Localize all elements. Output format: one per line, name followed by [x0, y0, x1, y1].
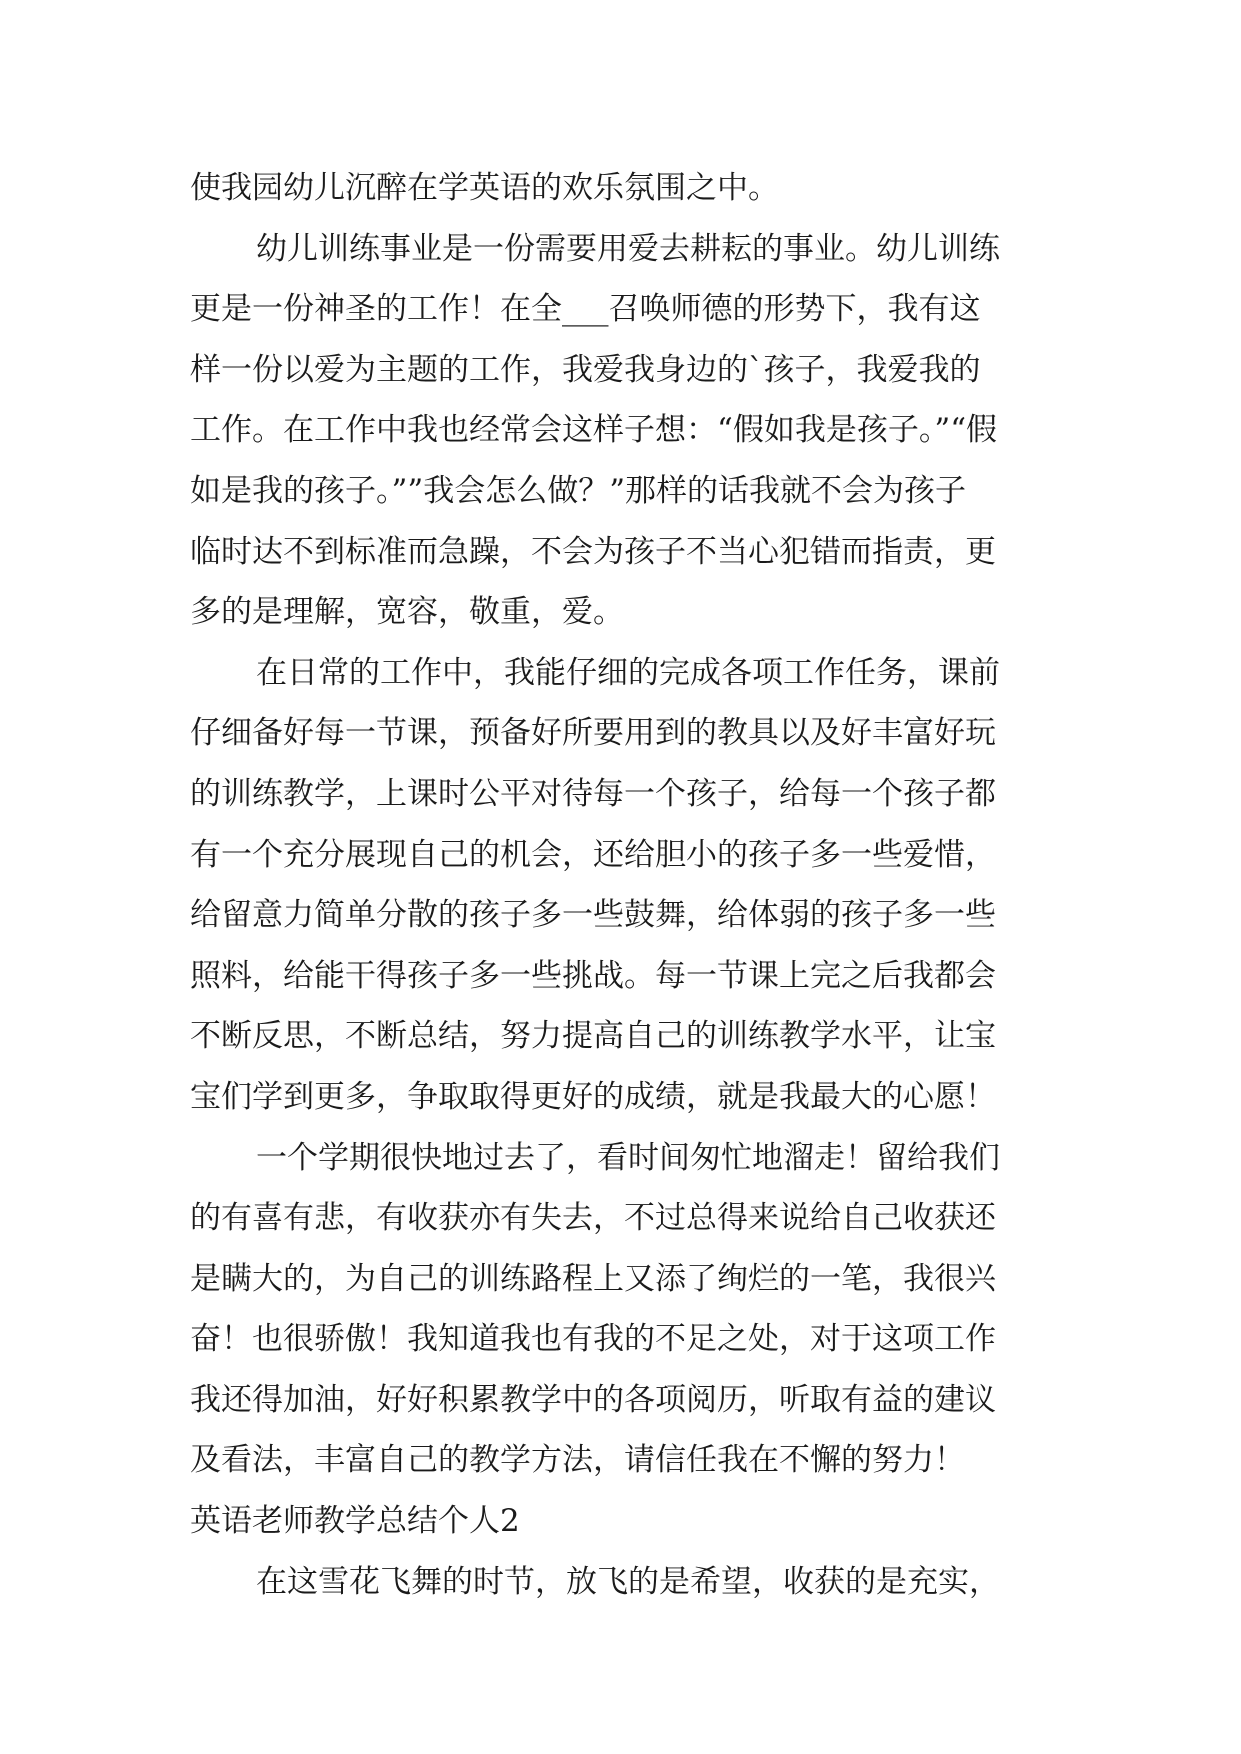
text-line: 奋！也很骄傲！我知道我也有我的不足之处，对于这项工作	[190, 1321, 996, 1358]
paragraph-first-line: 在这雪花飞舞的时节，放飞的是希望，收获的是充实，	[256, 1563, 1000, 1600]
text-line: 工作。在工作中我也经常会这样子想：“假如我是孩子。”“假	[190, 412, 998, 449]
paragraph-first-line: 一个学期很快地过去了，看时间匆忙地溜走！留给我们	[256, 1139, 1000, 1176]
text-line: 我还得加油，好好积累教学中的各项阅历，听取有益的建议	[190, 1381, 996, 1418]
text-line: 的训练教学，上课时公平对待每一个孩子，给每一个孩子都	[190, 775, 996, 812]
text-line: 是瞒大的，为自己的训练路程上又添了绚烂的一笔，我很兴	[190, 1260, 996, 1297]
text-line: 宝们学到更多，争取取得更好的成绩，就是我最大的心愿！	[190, 1078, 996, 1115]
text-line: 多的是理解，宽容，敬重，爱。	[190, 594, 624, 631]
text-line: 样一份以爱为主题的工作，我爱我身边的`孩子，我爱我的	[190, 351, 981, 388]
text-line: 给留意力简单分散的孩子多一些鼓舞，给体弱的孩子多一些	[190, 897, 996, 934]
document-body	[190, 158, 1070, 1612]
text-line: 有一个充分展现自己的机会，还给胆小的孩子多一些爱惜，	[190, 836, 996, 873]
text-line: 更是一份神圣的工作！在全___召唤师德的形势下，我有这	[190, 291, 981, 328]
text-line: 及看法，丰富自己的教学方法，请信任我在不懈的努力！	[190, 1442, 965, 1479]
text-line: 仔细备好每一节课，预备好所要用到的教具以及好丰富好玩	[190, 715, 996, 752]
text-line: 如是我的孩子。””我会怎么做？”那样的话我就不会为孩子	[190, 472, 967, 509]
text-line: 不断反思，不断总结，努力提高自己的训练教学水平，让宝	[190, 1018, 996, 1055]
paragraph-first-line: 幼儿训练事业是一份需要用爱去耕耘的事业。幼儿训练	[256, 230, 1000, 267]
text-line: 临时达不到标准而急躁，不会为孩子不当心犯错而指责，更	[190, 533, 996, 570]
text-line: 使我园幼儿沉醉在学英语的欢乐氛围之中。	[190, 170, 779, 206]
text-line: 照料，给能干得孩子多一些挑战。每一节课上完之后我都会	[190, 957, 996, 994]
text-line: 的有喜有悲，有收获亦有失去，不过总得来说给自己收获还	[190, 1200, 996, 1237]
paragraph-first-line: 在日常的工作中，我能仔细的完成各项工作任务，课前	[256, 654, 1000, 691]
section-heading: 英语老师教学总结个人2	[190, 1503, 520, 1540]
